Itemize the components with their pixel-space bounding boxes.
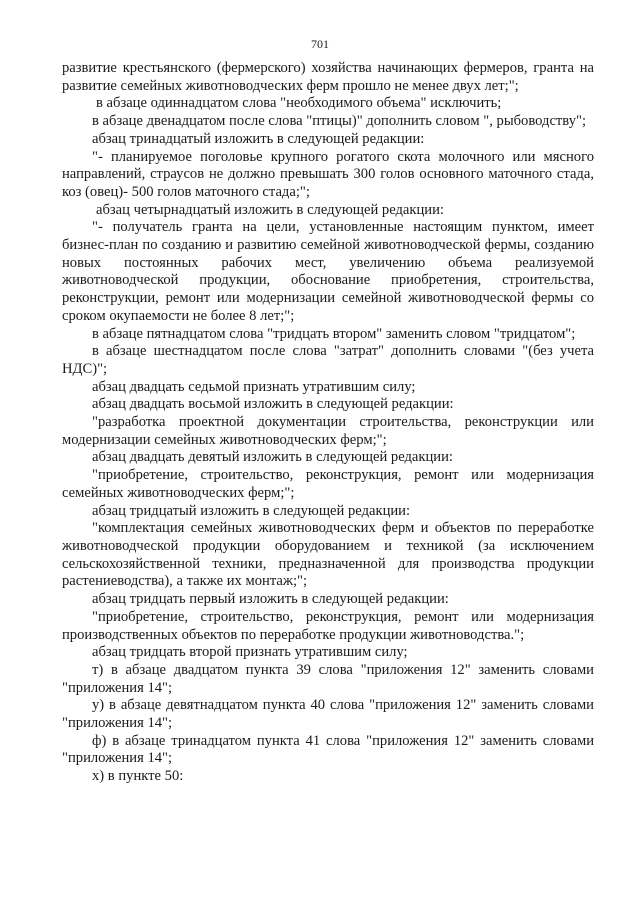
paragraph: в абзаце двенадцатом после слова "птицы)" дополнить словом ", рыбоводству"; bbox=[92, 113, 587, 130]
paragraph: абзац двадцать девятый изложить в следующей редакции: bbox=[92, 449, 453, 466]
paragraph: абзац двадцать восьмой изложить в следующей редакции: bbox=[92, 396, 454, 413]
paragraph: "- получатель гранта на цели, установленные настоящим пунктом, имеет бизнес-план по созданию и развитию семейной животноводческой фермы, созданию новых постоянных рабочих мест, увеличению объема реализуемой животноводческой продукции, обоснование приобретения, строительства, реконструкции, ремонт или модернизации семейной животноводческой фермы со сроком окупаемости не более 8 лет;"; bbox=[62, 219, 594, 324]
paragraph: абзац тридцатый изложить в следующей редакции: bbox=[92, 502, 411, 519]
paragraph: в абзаце шестнадцатом после слова "затрат" дополнить словами "(без учета НДС)"; bbox=[62, 343, 594, 377]
paragraph: в абзаце пятнадцатом слова "тридцать втором" заменить словом "тридцатом"; bbox=[92, 325, 576, 342]
page-number: 701 bbox=[311, 37, 329, 51]
paragraph: абзац тридцать первый изложить в следующей редакции: bbox=[92, 591, 449, 608]
paragraph: абзац тридцать второй признать утратившим силу; bbox=[92, 644, 408, 661]
paragraph: абзац четырнадцатый изложить в следующей редакции: bbox=[96, 201, 444, 218]
paragraph: "приобретение, строительство, реконструкция, ремонт или модернизация производственных объектов по переработке продукции животноводства."; bbox=[62, 608, 594, 643]
document-body bbox=[62, 60, 594, 786]
paragraph: у) в абзаце девятнадцатом пункта 40 слова "приложения 12" заменить словами "приложения 14"; bbox=[62, 697, 594, 732]
paragraph: "комплектация семейных животноводческих ферм и объектов по переработке животноводческой продукции оборудованием и техникой (за исключением сельскохозяйственной техники, предназначенной для производства продукции растениеводства), а также их монтаж;"; bbox=[62, 520, 594, 590]
paragraph: развитие крестьянского (фермерского) хозяйства начинающих фермеров, гранта на развитие семейных животноводческих ферм прошло не менее двух лет;"; bbox=[62, 60, 594, 94]
paragraph: "разработка проектной документации строительства, реконструкции или модернизации семейных животноводческих ферм;"; bbox=[62, 414, 594, 448]
paragraph: абзац двадцать седьмой признать утратившим силу; bbox=[92, 378, 416, 395]
paragraph: х) в пункте 50: bbox=[92, 768, 184, 785]
paragraph: в абзаце одиннадцатом слова "необходимого объема" исключить; bbox=[96, 95, 502, 112]
paragraph: т) в абзаце двадцатом пункта 39 слова "приложения 12" заменить словами "приложения 14"; bbox=[62, 661, 594, 696]
paragraph: абзац тринадцатый изложить в следующей редакции: bbox=[92, 130, 425, 147]
paragraph: "- планируемое поголовье крупного рогатого скота молочного или мясного направлений, страусов не должно превышать 300 голов основного маточного стада, коз (овец)- 500 голов маточного стада;"; bbox=[62, 148, 594, 200]
paragraph: "приобретение, строительство, реконструкция, ремонт или модернизация семейных животноводческих ферм;"; bbox=[62, 467, 594, 501]
paragraph: ф) в абзаце тринадцатом пункта 41 слова "приложения 12" заменить словами "приложения 14"; bbox=[62, 732, 594, 767]
